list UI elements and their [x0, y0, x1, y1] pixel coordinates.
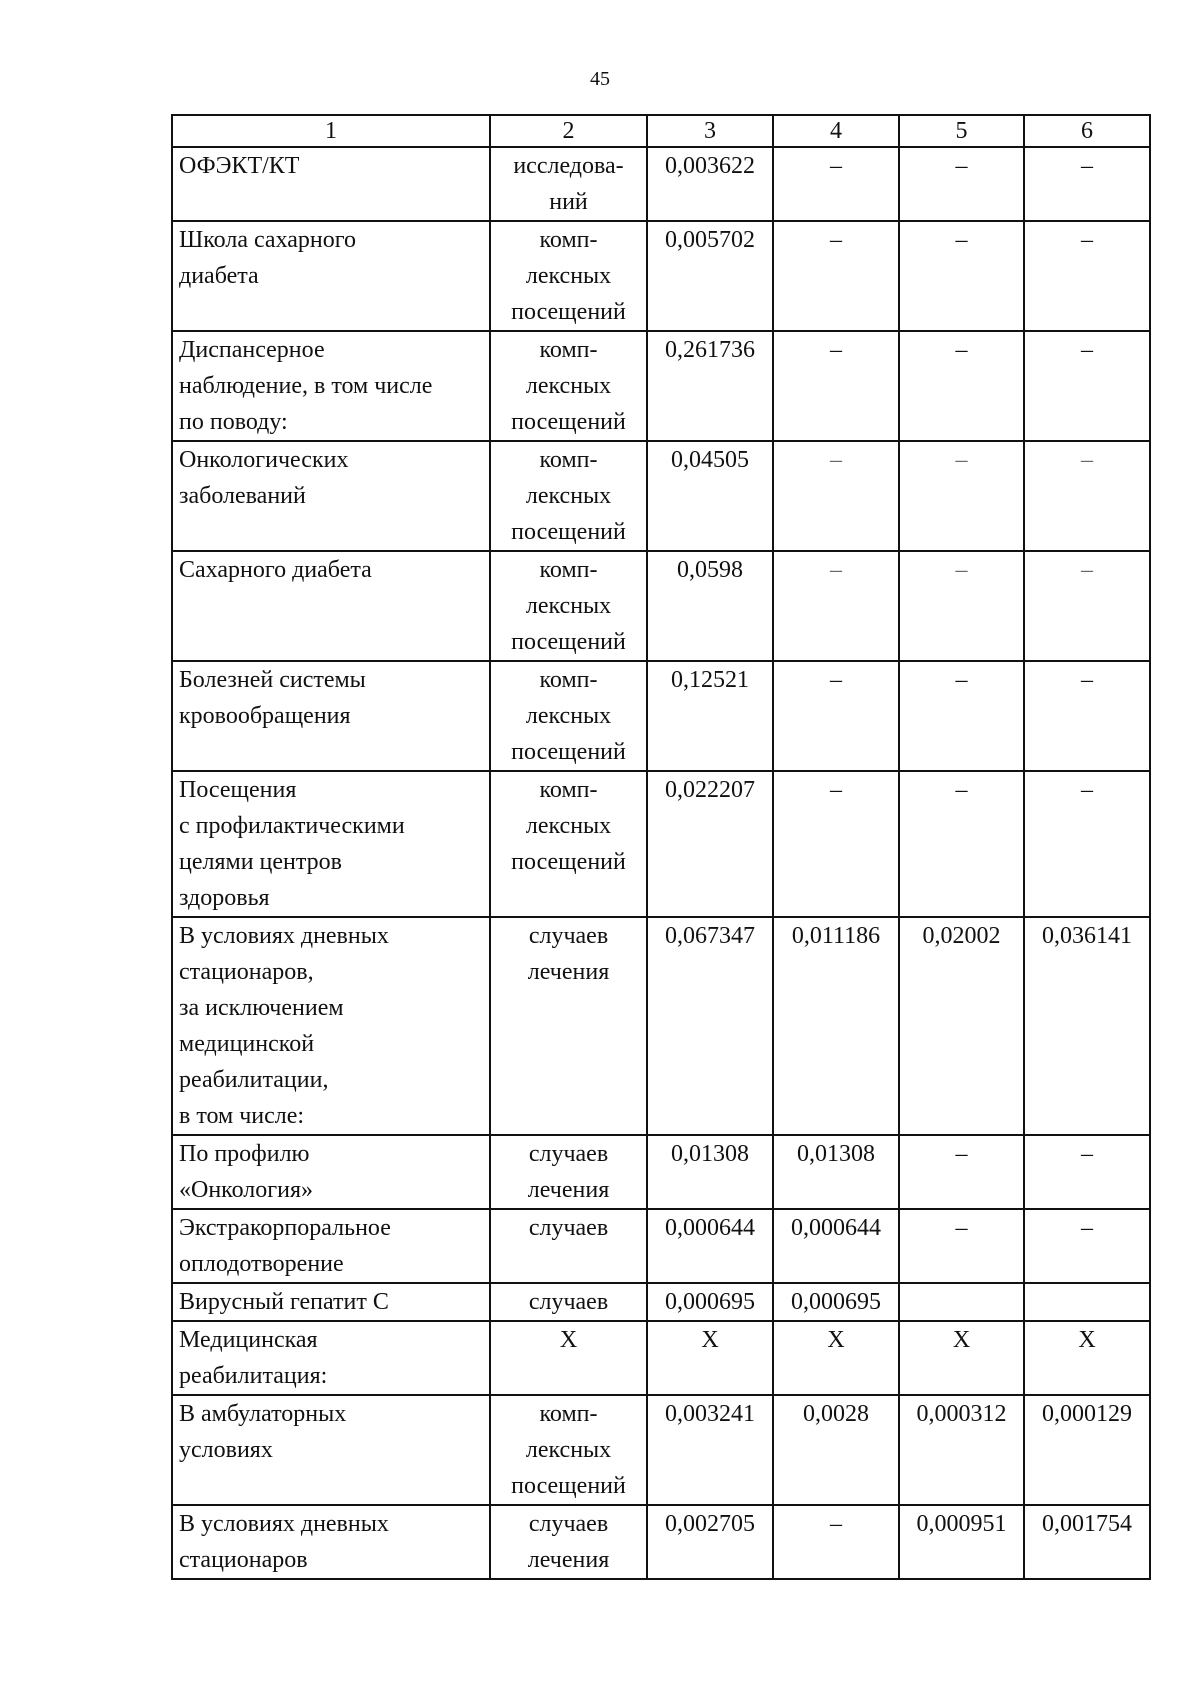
value-cell-col6: –: [1024, 551, 1150, 661]
row-label-cell: Вирусный гепатит С: [172, 1283, 490, 1321]
value-cell-col3: 0,022207: [647, 771, 773, 917]
unit-cell: случаев лечения: [490, 917, 647, 1135]
unit-cell: комп- лексных посещений: [490, 661, 647, 771]
table-row: [172, 1209, 1150, 1283]
unit-cell: комп- лексных посещений: [490, 331, 647, 441]
row-label-cell: ОФЭКТ/КТ: [172, 147, 490, 221]
value-cell-col4: Х: [773, 1321, 899, 1395]
column-header-4: 4: [773, 115, 899, 147]
value-cell-col4: 0,000644: [773, 1209, 899, 1283]
unit-cell: комп- лексных посещений: [490, 441, 647, 551]
row-label-cell: В условиях дневных стационаров: [172, 1505, 490, 1579]
value-cell-col6: –: [1024, 441, 1150, 551]
value-cell-col3: 0,0598: [647, 551, 773, 661]
table-row: [172, 771, 1150, 917]
value-cell-col4: 0,01308: [773, 1135, 899, 1209]
value-cell-col5: –: [899, 221, 1024, 331]
value-cell-col4: –: [773, 1505, 899, 1579]
row-label-cell: Онкологических заболеваний: [172, 441, 490, 551]
unit-cell: комп- лексных посещений: [490, 551, 647, 661]
value-cell-col3: 0,000644: [647, 1209, 773, 1283]
value-cell-col4: 0,011186: [773, 917, 899, 1135]
value-cell-col3: 0,002705: [647, 1505, 773, 1579]
table-row: [172, 1321, 1150, 1395]
unit-cell: исследова- ний: [490, 147, 647, 221]
value-cell-col6: –: [1024, 331, 1150, 441]
value-cell-col3: Х: [647, 1321, 773, 1395]
unit-cell: случаев лечения: [490, 1505, 647, 1579]
table-row: [172, 551, 1150, 661]
value-cell-col6: 0,000129: [1024, 1395, 1150, 1505]
value-cell-col3: 0,067347: [647, 917, 773, 1135]
value-cell-col6: –: [1024, 221, 1150, 331]
value-cell-col3: 0,000695: [647, 1283, 773, 1321]
table-row: [172, 1395, 1150, 1505]
page-number: 45: [590, 68, 610, 90]
unit-cell: Х: [490, 1321, 647, 1395]
norms-table: [171, 114, 1151, 1580]
value-cell-col5: 0,000312: [899, 1395, 1024, 1505]
value-cell-col5: –: [899, 1209, 1024, 1283]
table-row: [172, 331, 1150, 441]
value-cell-col4: –: [773, 771, 899, 917]
value-cell-col3: 0,003241: [647, 1395, 773, 1505]
row-label-cell: Болезней системы кровообращения: [172, 661, 490, 771]
value-cell-col5: 0,02002: [899, 917, 1024, 1135]
column-header-2: 2: [490, 115, 647, 147]
value-cell-col5: –: [899, 147, 1024, 221]
column-header-3: 3: [647, 115, 773, 147]
unit-cell: случаев лечения: [490, 1135, 647, 1209]
unit-cell: комп- лексных посещений: [490, 771, 647, 917]
value-cell-col6: –: [1024, 1209, 1150, 1283]
value-cell-col4: –: [773, 661, 899, 771]
row-label-cell: Школа сахарного диабета: [172, 221, 490, 331]
value-cell-col6: –: [1024, 661, 1150, 771]
value-cell-col3: 0,12521: [647, 661, 773, 771]
table-row: [172, 1505, 1150, 1579]
value-cell-col6: [1024, 1283, 1150, 1321]
row-label-cell: Посещения с профилактическими целями центров здоровья: [172, 771, 490, 917]
table-row: [172, 441, 1150, 551]
value-cell-col3: 0,01308: [647, 1135, 773, 1209]
value-cell-col5: –: [899, 551, 1024, 661]
value-cell-col6: Х: [1024, 1321, 1150, 1395]
value-cell-col5: –: [899, 441, 1024, 551]
unit-cell: случаев: [490, 1283, 647, 1321]
table-row: [172, 917, 1150, 1135]
row-label-cell: Экстракорпоральное оплодотворение: [172, 1209, 490, 1283]
value-cell-col5: –: [899, 1135, 1024, 1209]
table-body: [172, 147, 1150, 1579]
table-row: [172, 1135, 1150, 1209]
value-cell-col5: Х: [899, 1321, 1024, 1395]
value-cell-col6: –: [1024, 771, 1150, 917]
value-cell-col4: –: [773, 221, 899, 331]
value-cell-col5: –: [899, 331, 1024, 441]
column-header-6: 6: [1024, 115, 1150, 147]
column-header-5: 5: [899, 115, 1024, 147]
table-row: [172, 1283, 1150, 1321]
row-label-cell: По профилю «Онкология»: [172, 1135, 490, 1209]
value-cell-col4: 0,000695: [773, 1283, 899, 1321]
unit-cell: комп- лексных посещений: [490, 221, 647, 331]
value-cell-col3: 0,003622: [647, 147, 773, 221]
header-row: [172, 115, 1150, 147]
table-row: [172, 147, 1150, 221]
row-label-cell: В условиях дневных стационаров, за исключением медицинской реабилитации, в том числе:: [172, 917, 490, 1135]
value-cell-col6: 0,036141: [1024, 917, 1150, 1135]
value-cell-col6: –: [1024, 147, 1150, 221]
value-cell-col6: 0,001754: [1024, 1505, 1150, 1579]
value-cell-col4: –: [773, 551, 899, 661]
value-cell-col4: 0,0028: [773, 1395, 899, 1505]
column-header-1: 1: [172, 115, 490, 147]
row-label-cell: Диспансерное наблюдение, в том числе по поводу:: [172, 331, 490, 441]
row-label-cell: В амбулаторных условиях: [172, 1395, 490, 1505]
value-cell-col4: –: [773, 147, 899, 221]
value-cell-col6: –: [1024, 1135, 1150, 1209]
table-row: [172, 661, 1150, 771]
value-cell-col3: 0,005702: [647, 221, 773, 331]
value-cell-col4: –: [773, 331, 899, 441]
value-cell-col4: –: [773, 441, 899, 551]
value-cell-col3: 0,261736: [647, 331, 773, 441]
value-cell-col5: –: [899, 771, 1024, 917]
row-label-cell: Сахарного диабета: [172, 551, 490, 661]
unit-cell: комп- лексных посещений: [490, 1395, 647, 1505]
value-cell-col5: 0,000951: [899, 1505, 1024, 1579]
row-label-cell: Медицинская реабилитация:: [172, 1321, 490, 1395]
table-row: [172, 221, 1150, 331]
value-cell-col5: [899, 1283, 1024, 1321]
value-cell-col3: 0,04505: [647, 441, 773, 551]
unit-cell: случаев: [490, 1209, 647, 1283]
value-cell-col5: –: [899, 661, 1024, 771]
